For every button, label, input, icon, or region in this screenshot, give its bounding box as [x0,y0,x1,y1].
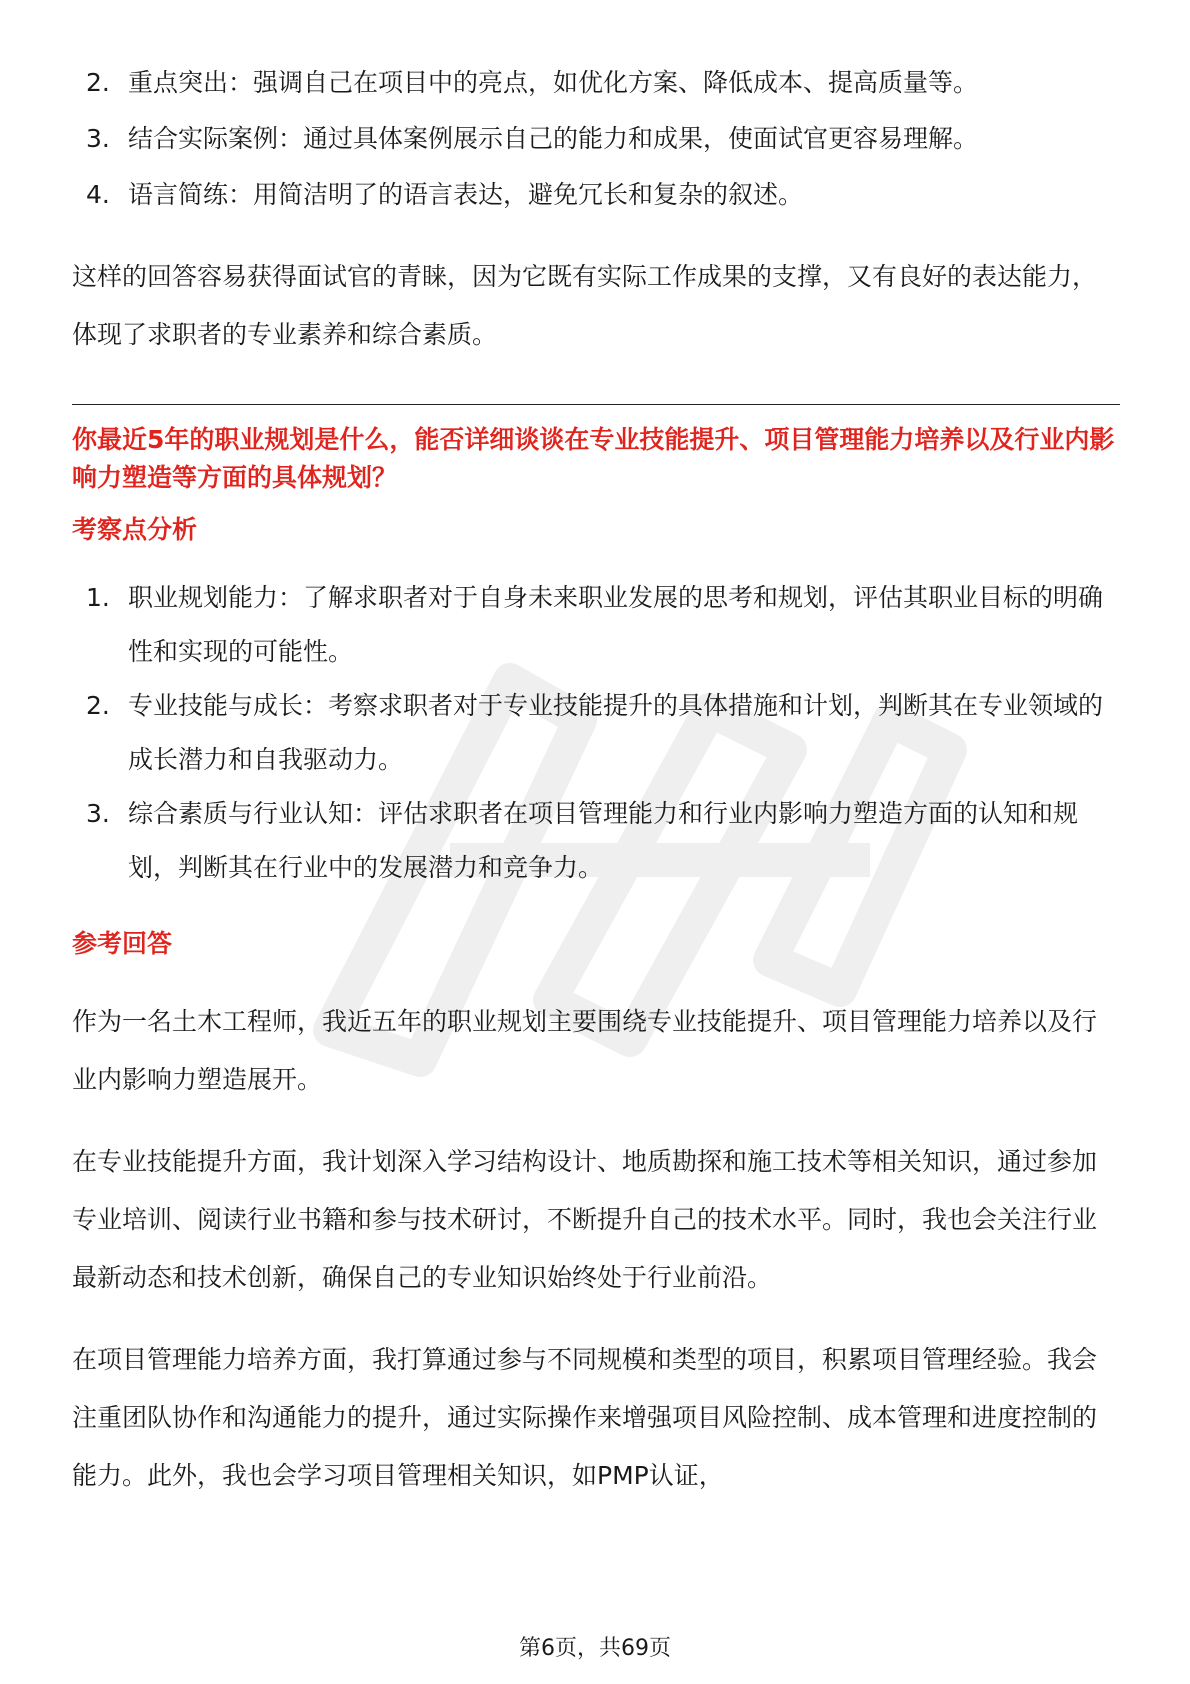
list-number: 4. [86,180,110,209]
list-text: 语言简练：用简洁明了的语言表达，避免冗长和复杂的叙述。 [128,180,804,209]
answer-paragraph: 在专业技能提升方面，我计划深入学习结构设计、地质勘探和施工技术等相关知识，通过参加专业培训、阅读行业书籍和参与技术研讨，不断提升自己的技术水平。同时，我也会关注行业最新动态和技术创新，确保自己的专业知识始终处于行业前沿。 [72,1147,1098,1292]
analysis-heading: 考察点分析 [72,515,198,544]
list-number: 1. [86,583,110,612]
list-item [72,679,1120,787]
list-number: 2. [86,68,110,97]
list-text: 综合素质与行业认知：评估求职者在项目管理能力和行业内影响力塑造方面的认知和规划，判断其在行业中的发展潜力和竞争力。 [128,799,1079,882]
list-number: 3. [86,124,110,153]
list-item [72,166,1120,222]
document-content [72,54,1120,1505]
list-text: 职业规划能力：了解求职者对于自身未来职业发展的思考和规划，评估其职业目标的明确性和实现的可能性。 [128,583,1104,666]
answer-paragraph: 在项目管理能力培养方面，我打算通过参与不同规模和类型的项目，积累项目管理经验。我会注重团队协作和沟通能力的提升，通过实际操作来增强项目风险控制、成本管理和进度控制的能力。此外，我也会学习项目管理相关知识，如PMP认证， [72,1345,1098,1490]
list-number: 3. [86,799,110,828]
list-item [72,571,1120,679]
analysis-list [72,571,1120,895]
question-heading: 你最近5年的职业规划是什么，能否详细谈谈在专业技能提升、项目管理能力培养以及行业内影响力塑造等方面的具体规划？ [72,425,1115,492]
answer-heading: 参考回答 [72,929,173,958]
list-number: 2. [86,691,110,720]
page-footer: 第6页，共69页 [519,1636,671,1661]
section-divider [72,404,1120,405]
list-item [72,54,1120,110]
list-item [72,110,1120,166]
summary-paragraph: 这样的回答容易获得面试官的青睐，因为它既有实际工作成果的支撑，又有良好的表达能力，体现了求职者的专业素养和综合素质。 [72,262,1098,349]
list-text: 重点突出：强调自己在项目中的亮点，如优化方案、降低成本、提高质量等。 [128,68,979,97]
list-text: 结合实际案例：通过具体案例展示自己的能力和成果，使面试官更容易理解。 [128,124,979,153]
list-item [72,787,1120,895]
answer-paragraph: 作为一名土木工程师，我近五年的职业规划主要围绕专业技能提升、项目管理能力培养以及行业内影响力塑造展开。 [72,1007,1098,1094]
criteria-list [72,54,1120,222]
list-text: 专业技能与成长：考察求职者对于专业技能提升的具体措施和计划，判断其在专业领域的成长潜力和自我驱动力。 [128,691,1104,774]
